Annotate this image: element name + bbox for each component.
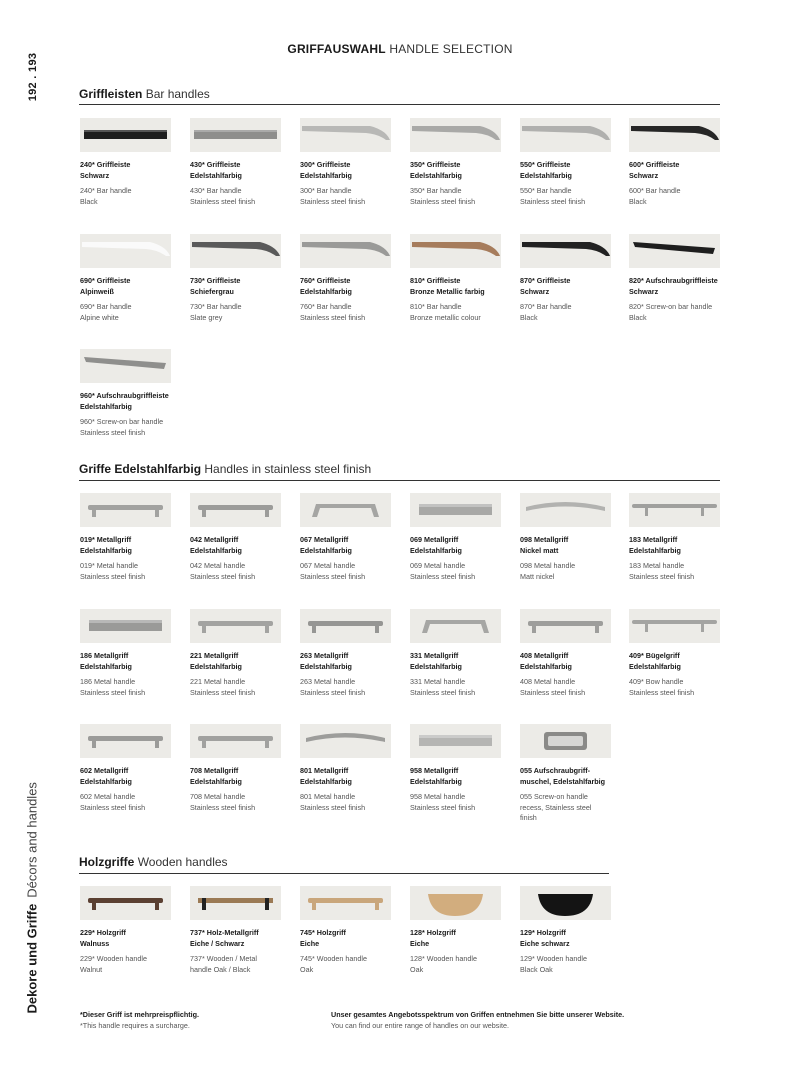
handle-image <box>410 724 501 758</box>
handle-name-de: 408 Metallgriff Edelstahlfarbig <box>520 651 572 671</box>
handle-image <box>190 234 281 268</box>
handle-image <box>520 118 611 152</box>
handle-item <box>190 724 290 813</box>
section-title-wooden-handles: Holzgriffe Wooden handles <box>79 855 228 869</box>
handle-name-en: 737* Wooden / Metal handle Oak / Black <box>190 954 257 974</box>
handle-image <box>410 886 501 920</box>
handle-item <box>520 886 620 975</box>
handle-image <box>80 609 171 643</box>
handle-image <box>300 118 391 152</box>
handle-name-en: 350* Bar handle Stainless steel finish <box>410 186 476 206</box>
handle-name-de: 730* Griffleiste Schiefergrau <box>190 276 241 296</box>
handle-image <box>80 234 171 268</box>
handle-name-en: 810* Bar handle Bronze metallic colour <box>410 302 481 322</box>
handle-name-de: 067 Metallgriff Edelstahlfarbig <box>300 535 352 555</box>
handle-item <box>520 493 620 582</box>
handle-name-de: 055 Aufschraubgriff- muschel, Edelstahlfarbig <box>520 766 606 786</box>
handle-image <box>520 234 611 268</box>
handle-name-en: 730* Bar handle Slate grey <box>190 302 242 322</box>
handle-item <box>80 234 180 323</box>
handle-image <box>300 234 391 268</box>
handle-name-en: 067 Metal handle Stainless steel finish <box>300 561 366 581</box>
handle-image <box>629 234 720 268</box>
handle-item <box>80 118 180 207</box>
handle-name-en: 221 Metal handle Stainless steel finish <box>190 677 256 697</box>
handle-item <box>300 118 400 207</box>
handle-name-de: 801 Metallgriff Edelstahlfarbig <box>300 766 352 786</box>
handle-image <box>190 886 281 920</box>
handle-item <box>80 493 180 582</box>
handle-name-en: 708 Metal handle Stainless steel finish <box>190 792 256 812</box>
handle-image <box>520 724 611 758</box>
handle-name-de: 183 Metallgriff Edelstahlfarbig <box>629 535 681 555</box>
handle-name-en: 331 Metal handle Stainless steel finish <box>410 677 476 697</box>
handle-item <box>190 493 290 582</box>
handle-name-en: 183 Metal handle Stainless steel finish <box>629 561 695 581</box>
handle-name-en: 409* Bow handle Stainless steel finish <box>629 677 695 697</box>
handle-item <box>190 609 290 698</box>
handle-item <box>520 118 620 207</box>
handle-item <box>190 118 290 207</box>
handle-name-en: 600* Bar handle Black <box>629 186 681 206</box>
handle-name-de: 300* Griffleiste Edelstahlfarbig <box>300 160 352 180</box>
handle-item <box>410 234 510 323</box>
handle-name-en: 042 Metal handle Stainless steel finish <box>190 561 256 581</box>
side-title-light: Décors and handles <box>24 782 40 898</box>
handle-image <box>629 118 720 152</box>
handle-name-en: 263 Metal handle Stainless steel finish <box>300 677 366 697</box>
handle-item <box>80 886 180 975</box>
handle-name-de: 240* Griffleiste Schwarz <box>80 160 131 180</box>
handle-image <box>80 886 171 920</box>
handle-name-de: 350* Griffleiste Edelstahlfarbig <box>410 160 462 180</box>
handle-name-de: 958 Metallgriff Edelstahlfarbig <box>410 766 462 786</box>
handle-image <box>300 493 391 527</box>
handle-item <box>629 493 729 582</box>
section-rule <box>79 480 720 481</box>
handle-image <box>80 349 171 383</box>
handle-image <box>300 609 391 643</box>
handle-item <box>300 493 400 582</box>
handle-name-de: 221 Metallgriff Edelstahlfarbig <box>190 651 242 671</box>
page-number: 192 . 193 <box>27 52 39 102</box>
handle-name-en: 745* Wooden handle Oak <box>300 954 368 974</box>
handle-name-en: 430* Bar handle Stainless steel finish <box>190 186 256 206</box>
handle-item <box>300 234 400 323</box>
handle-name-de: 229* Holzgriff Walnuss <box>80 928 126 948</box>
handle-name-de: 128* Holzgriff Eiche <box>410 928 456 948</box>
handle-image <box>410 234 501 268</box>
handle-name-en: 958 Metal handle Stainless steel finish <box>410 792 476 812</box>
handle-name-de: 186 Metallgriff Edelstahlfarbig <box>80 651 132 671</box>
handle-item <box>520 234 620 323</box>
handle-name-de: 745* Holzgriff Eiche <box>300 928 346 948</box>
handle-item <box>520 609 620 698</box>
handle-name-de: 737* Holz-Metallgriff Eiche / Schwarz <box>190 928 259 948</box>
handle-name-de: 708 Metallgriff Edelstahlfarbig <box>190 766 242 786</box>
handle-image <box>80 118 171 152</box>
handle-item <box>80 349 180 438</box>
handle-item <box>629 234 729 323</box>
handle-image <box>520 493 611 527</box>
handle-name-en: 019* Metal handle Stainless steel finish <box>80 561 146 581</box>
handle-item <box>410 118 510 207</box>
handle-name-de: 409* Bügelgriff Edelstahlfarbig <box>629 651 681 671</box>
handle-image <box>629 609 720 643</box>
handle-image <box>190 609 281 643</box>
handle-name-de: 430* Griffleiste Edelstahlfarbig <box>190 160 242 180</box>
section-title-steel-handles: Griffe Edelstahlfarbig Handles in stainless steel finish <box>79 462 372 476</box>
handle-item <box>629 118 729 207</box>
footnote: *Dieser Griff ist mehrpreispflichtig. *This handle requires a surcharge. <box>80 1010 200 1030</box>
handle-name-de: 042 Metallgriff Edelstahlfarbig <box>190 535 242 555</box>
handle-name-de: 760* Griffleiste Edelstahlfarbig <box>300 276 352 296</box>
handle-image <box>80 493 171 527</box>
handle-name-de: 820* Aufschraubgriffleiste Schwarz <box>629 276 718 296</box>
page-title: GRIFFAUSWAHL HANDLE SELECTION <box>287 42 513 56</box>
handle-item <box>80 609 180 698</box>
handle-name-en: 408 Metal handle Stainless steel finish <box>520 677 586 697</box>
handle-item <box>300 724 400 813</box>
handle-item <box>190 886 290 975</box>
handle-item <box>410 724 510 813</box>
handle-image <box>190 493 281 527</box>
handle-image <box>410 609 501 643</box>
handle-item <box>410 609 510 698</box>
side-title-bold: Dekore und Griffe <box>24 903 40 1014</box>
handle-name-en: 129* Wooden handle Black Oak <box>520 954 588 974</box>
handle-name-en: 690* Bar handle Alpine white <box>80 302 132 322</box>
handle-name-de: 019* Metallgriff Edelstahlfarbig <box>80 535 132 555</box>
handle-name-en: 186 Metal handle Stainless steel finish <box>80 677 146 697</box>
handle-name-de: 129* Holzgriff Eiche schwarz <box>520 928 570 948</box>
handle-name-en: 300* Bar handle Stainless steel finish <box>300 186 366 206</box>
handle-name-en: 760* Bar handle Stainless steel finish <box>300 302 366 322</box>
handle-name-en: 128* Wooden handle Oak <box>410 954 478 974</box>
handle-name-de: 331 Metallgriff Edelstahlfarbig <box>410 651 462 671</box>
section-rule <box>79 873 609 874</box>
handle-name-de: 870* Griffleiste Schwarz <box>520 276 571 296</box>
handle-name-en: 960* Screw-on bar handle Stainless steel finish <box>80 417 164 437</box>
handle-name-en: 069 Metal handle Stainless steel finish <box>410 561 476 581</box>
handle-image <box>410 493 501 527</box>
handle-name-en: 602 Metal handle Stainless steel finish <box>80 792 146 812</box>
handle-image <box>410 118 501 152</box>
handle-name-en: 229* Wooden handle Walnut <box>80 954 148 974</box>
handle-item <box>190 234 290 323</box>
website-note: Unser gesamtes Angebotsspektrum von Griffen entnehmen Sie bitte unserer Website. You can find our entire range of handles on our website. <box>331 1010 625 1030</box>
handle-item <box>520 724 620 824</box>
handle-name-de: 690* Griffleiste Alpinweiß <box>80 276 131 296</box>
handle-name-en: 055 Screw-on handle recess, Stainless steel finish <box>520 792 592 822</box>
handle-image <box>190 724 281 758</box>
handle-name-en: 550* Bar handle Stainless steel finish <box>520 186 586 206</box>
handle-image <box>520 886 611 920</box>
handle-image <box>629 493 720 527</box>
handle-item <box>80 724 180 813</box>
section-rule <box>79 104 720 105</box>
handle-name-en: 820* Screw-on bar handle Black <box>629 302 713 322</box>
handle-name-de: 600* Griffleiste Schwarz <box>629 160 680 180</box>
handle-name-de: 550* Griffleiste Edelstahlfarbig <box>520 160 572 180</box>
handle-name-de: 098 Metallgriff Nickel matt <box>520 535 569 555</box>
handle-name-en: 870* Bar handle Black <box>520 302 572 322</box>
handle-image <box>80 724 171 758</box>
handle-name-de: 602 Metallgriff Edelstahlfarbig <box>80 766 132 786</box>
handle-item <box>410 493 510 582</box>
section-title-bar-handles: Griffleisten Bar handles <box>79 87 210 101</box>
handle-name-de: 263 Metallgriff Edelstahlfarbig <box>300 651 352 671</box>
handle-image <box>300 886 391 920</box>
handle-name-de: 069 Metallgriff Edelstahlfarbig <box>410 535 462 555</box>
handle-item <box>410 886 510 975</box>
handle-image <box>520 609 611 643</box>
handle-image <box>190 118 281 152</box>
handle-name-en: 240* Bar handle Black <box>80 186 132 206</box>
handle-name-de: 960* Aufschraubgriffleiste Edelstahlfarbig <box>80 391 169 411</box>
handle-image <box>300 724 391 758</box>
handle-name-en: 098 Metal handle Matt nickel <box>520 561 576 581</box>
handle-item <box>300 609 400 698</box>
side-title <box>22 782 42 1016</box>
handle-item <box>629 609 729 698</box>
handle-name-de: 810* Griffleiste Bronze Metallic farbig <box>410 276 485 296</box>
handle-item <box>300 886 400 975</box>
handle-name-en: 801 Metal handle Stainless steel finish <box>300 792 366 812</box>
